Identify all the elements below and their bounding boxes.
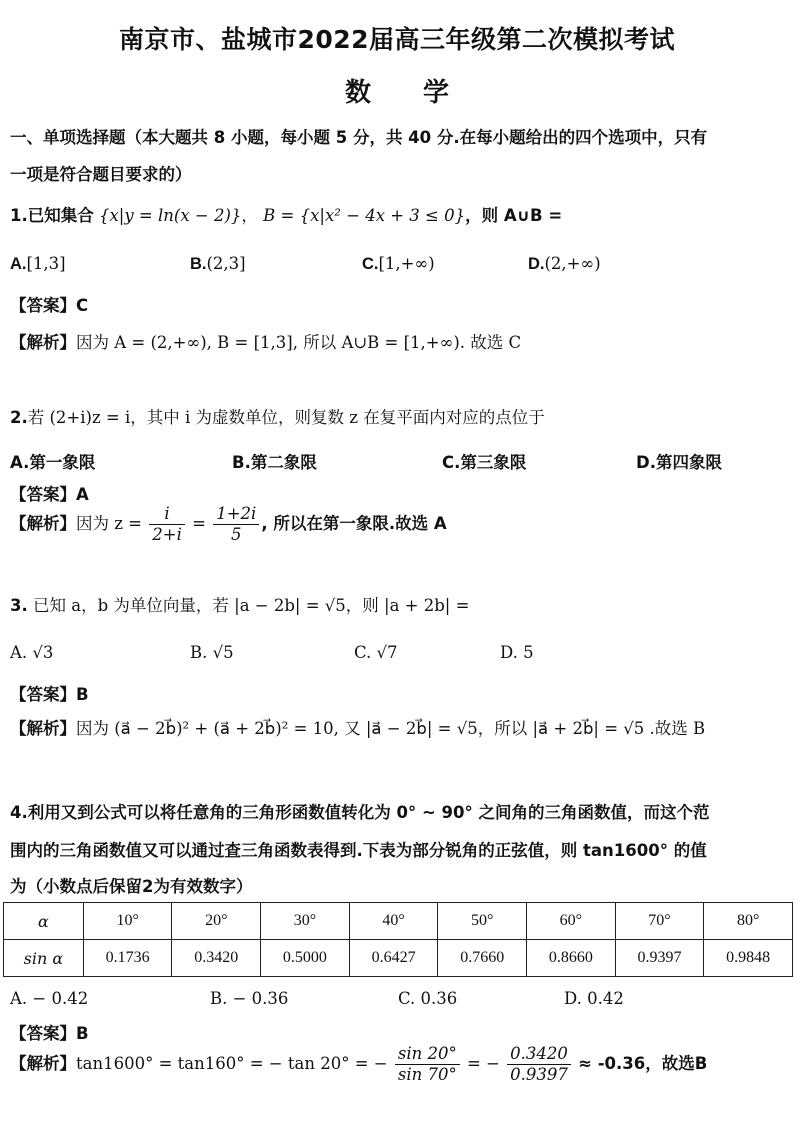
q3-analysis-text: 因为 (a⃗ − 2b⃗)² + (a⃗ + 2b⃗)² = 10, 又 |a⃗ − 2b⃗| = √5，所以 |a⃗ + 2b⃗| = √5 .故选 B: [76, 719, 706, 738]
q2-analysis: 【解析】因为 z = $\frac{i}{2+i}$ = $\frac{1+2i}{5}$ , 所以在第一象限.故选 A: [10, 504, 447, 544]
subject-title: 数 学: [344, 78, 449, 108]
table-cell: 0.1736: [83, 940, 172, 977]
table-cell: 0.6427: [349, 940, 438, 977]
q3-analysis: 【解析】因为 (a⃗ − 2b⃗)² + (a⃗ + 2b⃗)² = 10, 又 |a⃗ − 2b⃗| = √5，所以 |a⃗ + 2b⃗| = √5 .故选 B: [10, 719, 706, 738]
q3-option-b: B. √5: [190, 643, 234, 662]
q1-stem: [10, 202, 788, 226]
table-cell: 10°: [83, 903, 172, 940]
q2-option-d: D.第四象限: [636, 453, 722, 472]
q3-option-c: C. √7: [354, 643, 398, 662]
q4-stem-line3: 为（小数点后保留2为有效数字）: [10, 877, 253, 896]
q1-option-a: A.[1,3]: [10, 254, 66, 273]
q3-option-a: A. √3: [10, 643, 54, 662]
q1-text-a: 已知集合: [27, 206, 94, 225]
q2-answer: 【答案】A: [10, 485, 89, 504]
q1-set-a: {x|y = ln(x − 2)}: [99, 206, 242, 225]
table-cell: 40°: [349, 903, 438, 940]
q4-fraction-1: $\frac{\sin 20^\circ}{\sin 70^\circ}$: [395, 1044, 460, 1085]
q4-option-a: A. − 0.42: [10, 989, 89, 1008]
q2-text: 若 (2+i)z = i，其中 i 为虚数单位，则复数 z 在复平面内对应的点位于: [27, 408, 545, 427]
q2-option-a: A.第一象限: [10, 453, 96, 472]
table-row-sine: [4, 940, 793, 977]
q3-option-d: D. 5: [500, 643, 534, 662]
q1-answer: 【答案】C: [10, 296, 89, 315]
q4-stem-line2: 围内的三角函数值又可以通过查三角函数表得到.下表为部分锐角的正弦值，则 tan1600° 的值: [10, 841, 707, 860]
table-cell: 0.8660: [527, 940, 616, 977]
table-cell: sin α: [4, 940, 84, 977]
table-cell: 80°: [704, 903, 793, 940]
q1-answer-value: C: [76, 296, 89, 315]
q4-analysis: 【解析】tan1600° = tan160° = − tan 20° = − $\frac{\sin 20^\circ}{\sin 70^\circ}$ = − $\frac{0.3420}{0.9397}$ ≈ -0.36，故选B: [10, 1044, 708, 1084]
table-cell: 0.9397: [615, 940, 704, 977]
table-cell: 0.9848: [704, 940, 793, 977]
q2-option-b: B.第二象限: [232, 453, 317, 472]
q2-fraction-2: $\frac{1+2i}{5}$: [213, 504, 259, 545]
section-heading-line1: 一、单项选择题（本大题共 8 小题，每小题 5 分，共 40 分.在每小题给出的四个选项中，只有: [10, 128, 708, 147]
q3-stem: [10, 592, 788, 616]
q4-option-d: D. 0.42: [564, 989, 624, 1008]
exam-title: 南京市、盐城市2022届高三年级第二次模拟考试: [118, 25, 676, 54]
q4-fraction-2: $\frac{0.3420}{0.9397}$: [507, 1044, 571, 1085]
q1-option-d: D.(2,+∞): [528, 254, 601, 273]
table-cell: 50°: [438, 903, 527, 940]
q4-stem-line1: 4.利用又到公式可以将任意角的三角形函数值转化为 0° ~ 90° 之间角的三角函数值，而这个范: [10, 803, 710, 822]
q3-answer-value: B: [76, 685, 89, 704]
q1-analysis: 【解析】因为 A = (2,+∞), B = [1,3], 所以 A∪B = [1,+∞). 故选 C: [10, 333, 522, 352]
q3-answer: 【答案】B: [10, 685, 89, 704]
table-cell: 70°: [615, 903, 704, 940]
section-heading-line2: 一项是符合题目要求的）: [10, 165, 192, 184]
q1-number: 1.: [10, 206, 28, 225]
q1-end: ，则 A∪B =: [465, 206, 563, 225]
q2-fraction-1: $\frac{i}{2+i}$: [149, 504, 185, 545]
q4-answer-value: B: [76, 1024, 89, 1043]
q2-option-c: C.第三象限: [442, 453, 527, 472]
sine-table: [3, 902, 793, 977]
table-cell: 0.3420: [172, 940, 261, 977]
q4-option-b: B. − 0.36: [210, 989, 289, 1008]
table-cell: 30°: [261, 903, 350, 940]
q3-text: 已知 a，b 为单位向量，若 |a − 2b| = √5，则 |a + 2b| =: [27, 596, 470, 615]
q3-number: 3.: [10, 596, 28, 615]
q2-answer-value: A: [76, 485, 89, 504]
q1-mid: ，: [241, 206, 258, 225]
table-cell: 60°: [527, 903, 616, 940]
q1-option-c: C.[1,+∞): [362, 254, 435, 273]
q4-option-c: C. 0.36: [398, 989, 458, 1008]
table-cell: α: [4, 903, 84, 940]
table-row-angle: [4, 903, 793, 940]
q1-set-b: B = {x|x² − 4x + 3 ≤ 0}: [263, 206, 466, 225]
table-cell: 20°: [172, 903, 261, 940]
q1-analysis-text: 因为 A = (2,+∞), B = [1,3], 所以 A∪B = [1,+∞). 故选 C: [76, 333, 522, 352]
q1-option-b: B.(2,3]: [190, 254, 246, 273]
q2-number: 2.: [10, 408, 28, 427]
q4-answer: 【答案】B: [10, 1024, 89, 1043]
table-cell: 0.7660: [438, 940, 527, 977]
table-cell: 0.5000: [261, 940, 350, 977]
q2-stem: [10, 404, 788, 428]
